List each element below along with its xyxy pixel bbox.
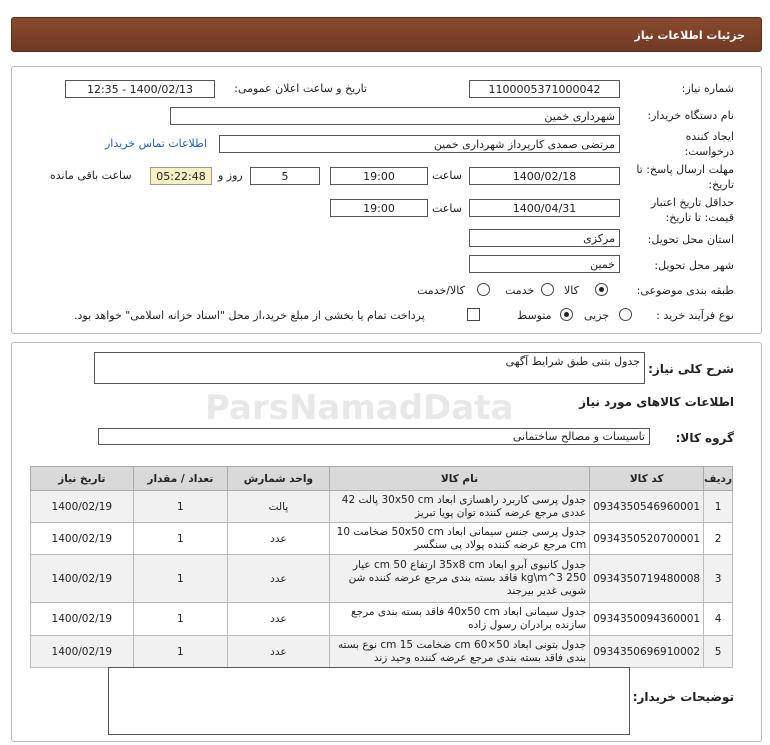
item-code: 0934350520700001 — [590, 523, 704, 555]
table-header-row — [31, 467, 733, 491]
item-unit: عدد — [228, 523, 330, 555]
table-row[interactable] — [31, 636, 733, 668]
col-header-name: نام کالا — [329, 467, 590, 491]
item-date: 1400/02/19 — [31, 555, 134, 603]
item-unit: عدد — [228, 555, 330, 603]
deadline-label: مهلت ارسال پاسخ: تا تاریخ: — [636, 163, 734, 191]
item-unit: عدد — [228, 603, 330, 636]
process-medium-radio[interactable] — [560, 308, 573, 321]
validity-time-label: ساعت — [432, 202, 462, 215]
buyer-org-field: شهرداری خمین — [170, 107, 620, 125]
table-row[interactable] — [31, 491, 733, 523]
item-name: جدول بتونی ابعاد 50×60 cm ضخامت 15 cm نوع بسته بندی فاقد بسته بندی مرجع عرضه کننده وحید زند — [329, 636, 590, 668]
col-header-date: تاریخ نیاز — [31, 467, 134, 491]
table-row[interactable] — [31, 523, 733, 555]
process-minor-label: جزیی — [584, 309, 610, 322]
deadline-time-label: ساعت — [432, 169, 462, 182]
category-goods-service-radio[interactable] — [477, 283, 490, 296]
summary-field: جدول بتنی طبق شرایط آگهی — [94, 352, 645, 384]
category-goods-label: کالا — [564, 284, 579, 297]
item-code: 0934350696910002 — [590, 636, 704, 668]
days-label: روز و — [218, 169, 243, 182]
city-field: خمین — [469, 255, 620, 273]
need-number-label: شماره نیاز: — [681, 82, 734, 95]
item-unit: پالت — [228, 491, 330, 523]
validity-date-field: 1400/04/31 — [469, 199, 620, 217]
validity-label: حداقل تاریخ اعتبار قیمت: تا تاریخ: — [650, 196, 734, 224]
contact-buyer-link[interactable]: اطلاعات تماس خریدار — [105, 137, 207, 150]
item-name: جدول سیمانی ابعاد 40x50 cm فاقد بسته بندی مرجع سازنده برادران رسول زاده — [329, 603, 590, 636]
row-index: 2 — [704, 523, 733, 555]
category-label: طبقه بندی موضوعی: — [636, 284, 734, 297]
item-name: جدول پرسی جنس سیمانی ابعاد 50x50 cm ضخامت 10 cm مرجع عرضه کننده پولاد پی سنگسر — [329, 523, 590, 555]
goods-group-label: گروه کالا: — [675, 431, 734, 445]
item-qty: 1 — [133, 491, 227, 523]
item-code: 0934350546960001 — [590, 491, 704, 523]
process-minor-radio[interactable] — [619, 308, 632, 321]
col-header-code: کد کالا — [590, 467, 704, 491]
page-title: جزئیات اطلاعات نیاز — [634, 29, 745, 42]
item-qty: 1 — [133, 603, 227, 636]
remaining-label: ساعت باقی مانده — [50, 169, 132, 182]
announce-label: تاریخ و ساعت اعلان عمومی: — [234, 82, 367, 95]
row-index: 5 — [704, 636, 733, 668]
buyer-notes-label: توضیحات خریدار: — [632, 690, 734, 704]
deadline-time-field: 19:00 — [330, 167, 428, 185]
process-label: نوع فرآیند خرید : — [656, 309, 734, 322]
process-medium-label: متوسط — [517, 309, 552, 322]
creator-label: ایجاد کننده درخواست: — [684, 130, 734, 158]
col-header-row: ردیف — [704, 467, 733, 491]
treasury-payment-checkbox[interactable] — [467, 308, 480, 321]
summary-label: شرح کلی نیاز: — [648, 362, 734, 376]
category-service-radio[interactable] — [541, 283, 554, 296]
item-qty: 1 — [133, 636, 227, 668]
category-goods-radio[interactable] — [595, 283, 608, 296]
item-date: 1400/02/19 — [31, 636, 134, 668]
category-service-label: خدمت — [505, 284, 535, 297]
table-row[interactable] — [31, 603, 733, 636]
item-unit: عدد — [228, 636, 330, 668]
creator-field: مرتضی صمدی کارپرداز شهرداری خمین — [219, 135, 620, 153]
items-table — [30, 466, 733, 668]
page-header — [11, 17, 762, 52]
city-label: شهر محل تحویل: — [654, 259, 734, 272]
table-row[interactable] — [31, 555, 733, 603]
item-code: 0934350094360001 — [590, 603, 704, 636]
treasury-payment-note: پرداخت تمام یا بخشی از مبلغ خرید،از محل "اسناد خزانه اسلامی" خواهد بود. — [74, 309, 425, 322]
row-index: 3 — [704, 555, 733, 603]
category-goods-service-label: کالا/خدمت — [417, 284, 465, 297]
validity-time-field: 19:00 — [330, 199, 428, 217]
item-date: 1400/02/19 — [31, 491, 134, 523]
row-index: 1 — [704, 491, 733, 523]
need-number-field: 1100005371000042 — [469, 80, 620, 98]
items-section-title: اطلاعات کالاهای مورد نیاز — [579, 395, 734, 409]
buyer-org-label: نام دستگاه خریدار: — [647, 109, 734, 122]
province-field: مرکزی — [469, 229, 620, 247]
item-date: 1400/02/19 — [31, 523, 134, 555]
col-header-unit: واحد شمارش — [228, 467, 330, 491]
province-label: استان محل تحویل: — [647, 233, 734, 246]
row-index: 4 — [704, 603, 733, 636]
deadline-date-field: 1400/02/18 — [469, 167, 620, 185]
item-qty: 1 — [133, 555, 227, 603]
item-name: جدول کانیوی آبرو ابعاد 35x8 cm ارتفاع 50 cm عیار 250 kg\m^3 فاقد بسته بندی مرجع عرضه کننده شن شویی غدیر بیرجند — [329, 555, 590, 603]
item-qty: 1 — [133, 523, 227, 555]
goods-group-field: تاسیسات و مصالح ساختمانی — [98, 428, 650, 445]
remaining-time-field: 05:22:48 — [150, 167, 212, 185]
buyer-notes-field — [108, 667, 630, 735]
announce-field: 1400/02/13 - 12:35 — [65, 80, 215, 98]
item-code: 0934350719480008 — [590, 555, 704, 603]
item-date: 1400/02/19 — [31, 603, 134, 636]
item-name: جدول پرسی کاربرد راهسازی ابعاد 30x50 cm پالت 42 عددی مرجع عرضه کننده توان پویا تبریز — [329, 491, 590, 523]
col-header-qty: تعداد / مقدار — [133, 467, 227, 491]
days-field: 5 — [250, 167, 320, 185]
